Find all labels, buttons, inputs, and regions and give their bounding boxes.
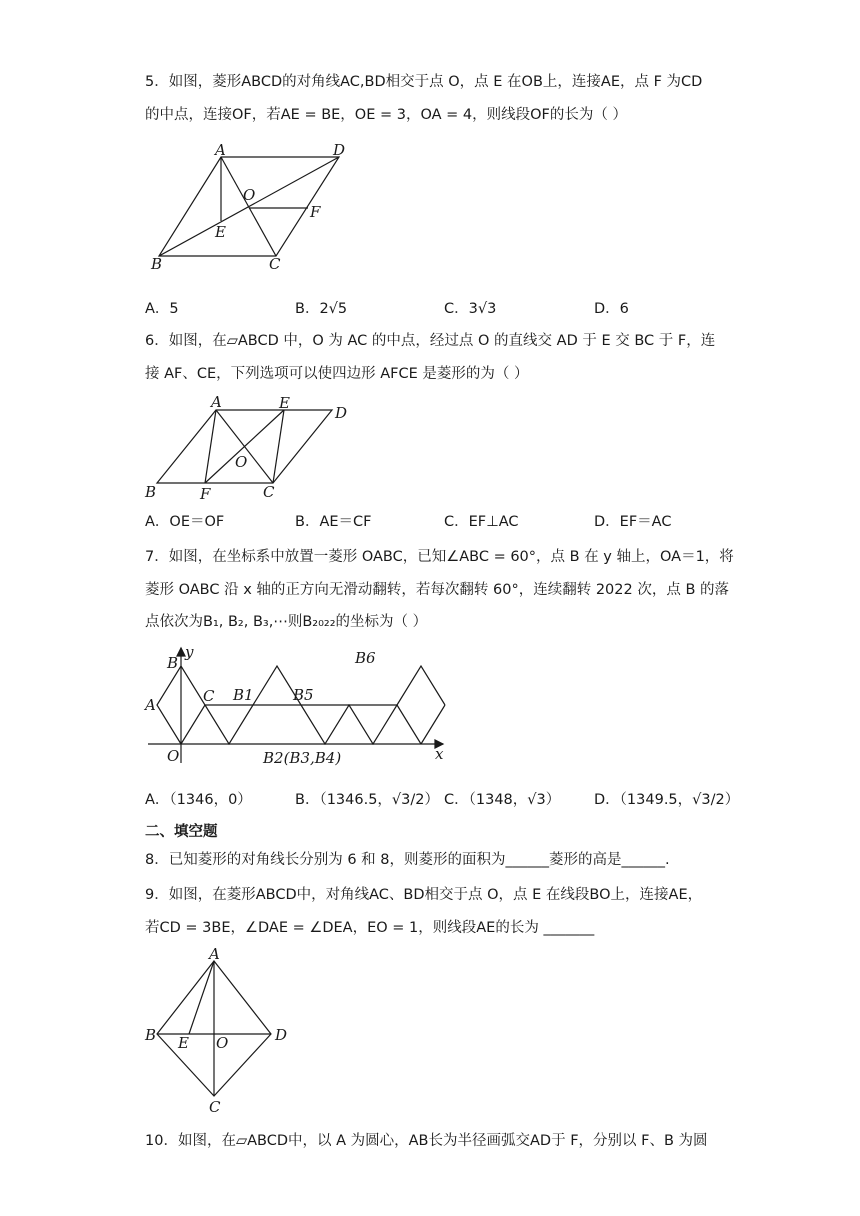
q6-label-F: F — [200, 485, 211, 503]
q7-label-B1: B1 — [233, 686, 254, 704]
q9-label-B: B — [145, 1026, 157, 1044]
q6-label-B: B — [145, 483, 157, 501]
q5-option-b: B．2√5 — [295, 301, 348, 317]
q5-label-E: E — [215, 223, 226, 241]
q5-label-F: F — [310, 203, 321, 221]
q9-figure — [145, 945, 305, 1116]
q6-label-A: A — [211, 393, 222, 411]
q9-label-D: D — [275, 1026, 288, 1044]
q9-label-C: C — [209, 1098, 221, 1116]
q6-option-a: A．OE＝OF — [145, 514, 225, 530]
q7-label-y: y — [185, 643, 194, 661]
q6-line2: 接 AF、CE，下列选项可以使四边形 AFCE 是菱形的为（ ） — [145, 366, 529, 382]
section-title: 二、填空题 — [145, 824, 218, 840]
q7-line3: 点依次为B₁, B₂, B₃,⋯则B₂₀₂₂的坐标为（ ） — [145, 614, 428, 630]
q6-option-c: C．EF⊥AC — [444, 514, 519, 530]
q9-label-E: E — [178, 1034, 189, 1052]
q9-label-O: O — [216, 1034, 229, 1052]
q5-option-d: D．6 — [594, 301, 629, 317]
q6-label-C: C — [263, 483, 275, 501]
q7-label-B6: B6 — [355, 649, 376, 667]
q7-option-a: A．（1346，0） — [145, 792, 252, 808]
q9-label-A: A — [209, 945, 220, 963]
q5-option-c: C．3√3 — [444, 301, 497, 317]
q7-option-d: D．（1349.5，√3/2） — [594, 792, 740, 808]
q6-label-O: O — [235, 453, 248, 471]
q6-label-E: E — [279, 394, 290, 412]
q10-text: 10．如图，在▱ABCD中，以 A 为圆心，AB长为半径画弧交AD于 F，分别以 F、B 为圆 — [145, 1133, 708, 1149]
q6-label-D: D — [335, 404, 348, 422]
q5-label-A: A — [215, 141, 226, 159]
q7-figure — [145, 645, 455, 770]
q5-label-D: D — [333, 141, 346, 159]
q6-option-d: D．EF＝AC — [594, 514, 672, 530]
q6-figure — [145, 395, 365, 505]
q5-label-B: B — [151, 255, 163, 273]
q7-label-x: x — [435, 745, 444, 763]
q7-label-O: O — [167, 747, 180, 765]
q7-label-B5: B5 — [293, 686, 314, 704]
q7-label-B: B — [167, 654, 179, 672]
q7-label-A: A — [145, 696, 156, 714]
q8-text: 8．已知菱形的对角线长分别为 6 和 8，则菱形的面积为______菱形的高是______. — [145, 852, 670, 868]
q7-line2: 菱形 OABC 沿 x 轴的正方向无滑动翻转，若每次翻转 60°，连续翻转 2022 次，点 B 的落 — [145, 582, 730, 598]
q5-label-O: O — [243, 186, 256, 204]
q5-line2: 的中点，连接OF，若AE = BE，OE = 3，OA = 4，则线段OF的长为（ ） — [145, 107, 628, 123]
q9-line1: 9．如图，在菱形ABCD中，对角线AC、BD相交于点 O，点 E 在线段BO上，连接AE， — [145, 887, 703, 903]
q9-line2: 若CD = 3BE，∠DAE = ∠DEA，EO = 1，则线段AE的长为 _______ — [145, 920, 595, 936]
q7-option-b: B．（1346.5，√3/2） — [295, 792, 440, 808]
q5-line1: 5．如图，菱形ABCD的对角线AC,BD相交于点 O，点 E 在OB上，连接AE，点 F 为CD — [145, 74, 703, 90]
q7-option-c: C．（1348，√3） — [444, 792, 561, 808]
q5-label-C: C — [269, 255, 281, 273]
q7-label-C: C — [203, 687, 215, 705]
q5-figure — [145, 143, 365, 273]
q7-line1: 7．如图，在坐标系中放置一菱形 OABC，已知∠ABC = 60°，点 B 在 y 轴上，OA＝1，将 — [145, 549, 734, 565]
q6-line1: 6．如图，在▱ABCD 中，O 为 AC 的中点，经过点 O 的直线交 AD 于 E 交 BC 于 F，连 — [145, 333, 716, 349]
q5-option-a: A．5 — [145, 301, 179, 317]
q7-label-B2: B2(B3,B4) — [263, 749, 342, 767]
q6-option-b: B．AE＝CF — [295, 514, 372, 530]
